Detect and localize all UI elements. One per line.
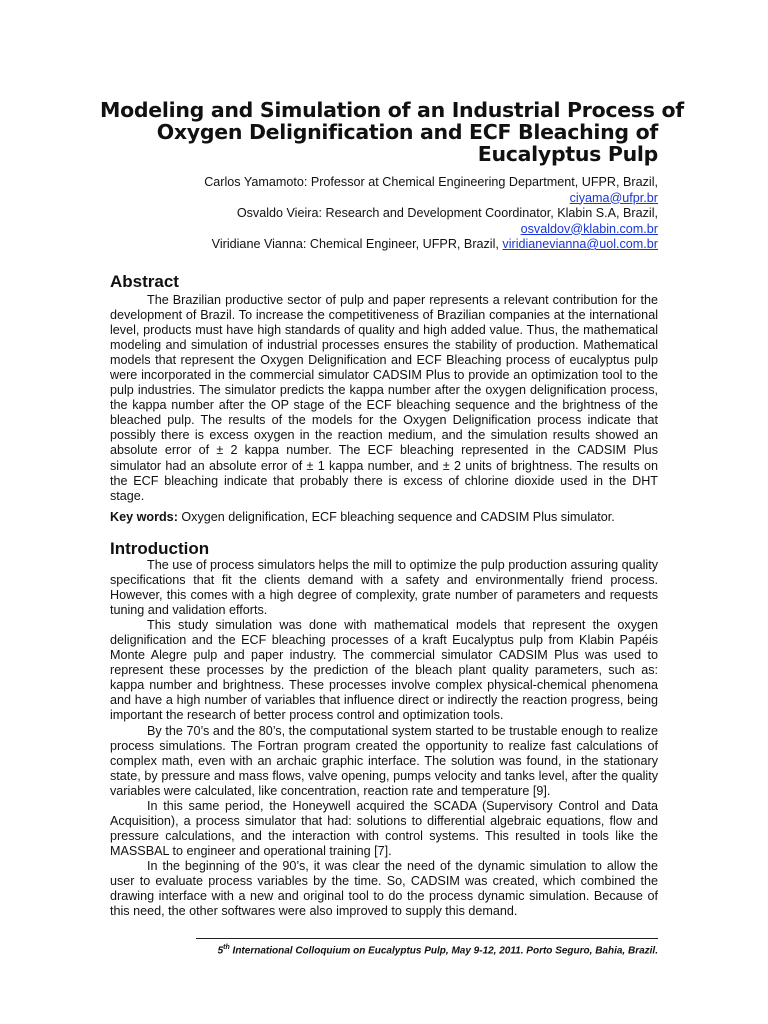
intro-paragraph-4: In this same period, the Honeywell acquired the SCADA (Supervisory Control and Data Acquisition), a process simulator that had: solutions to differential algebraic equations, flow and pressure calculations, and the interaction with control systems. This resulted in tools like the MASSBAL to engineer and operational training [7].: [110, 798, 658, 858]
intro-paragraph-5: In the beginning of the 90’s, it was clear the need of the dynamic simulation to allow the user to evaluate process variables by the time. So, CADSIM was created, which combined the drawing interface with a new and original tool to do the process dynamic simulation. Because of this need, the other softwares were also improved to supply this demand.: [110, 858, 658, 919]
keywords-label: Key words:: [110, 510, 178, 524]
introduction-heading: Introduction: [110, 539, 210, 558]
paper-title: [100, 98, 684, 166]
footer-ordinal: 5: [217, 945, 224, 957]
author-3-affiliation: Viridiane Vianna: Chemical Engineer, UFPR, Brazil,: [211, 237, 503, 251]
abstract-heading: Abstract: [110, 272, 179, 291]
intro-paragraph-3: By the 70’s and the 80’s, the computational system started to be trustable enough to realize process simulations. The Fortran program created the opportunity to realize fast calculations of complex math, even with an archaic graphic interface. The solution was found, in the stationary state, by pressure and mass flows, valve opening, pumps velocity and tanks level, after the quality variables were calculated, like concentration, reaction rate and temperature [9].: [110, 723, 658, 798]
author-1-email-link[interactable]: ciyama@ufpr.br: [569, 190, 658, 205]
author-block: [150, 175, 658, 253]
footer-divider: [196, 938, 658, 939]
intro-paragraph-1: The use of process simulators helps the mill to optimize the pulp production assuring quality specifications that fit the clients demand with a safety and environmentally friend process. However, this comes with a high degree of complexity, grate number of parameters and requests tuning and validation efforts.: [110, 558, 659, 618]
author-3-email-link[interactable]: viridianevianna@uol.com.br: [502, 237, 658, 251]
page-footer: [150, 941, 658, 958]
footer-conference-text: International Colloquium on Eucalyptus Pulp, May 9-12, 2011. Porto Seguro, Bahia, Brazil.: [229, 945, 658, 957]
introduction-body: [110, 558, 658, 919]
keywords-line: [110, 510, 658, 525]
author-2-affiliation: Osvaldo Vieira: Research and Development Coordinator, Klabin S.A, Brazil,: [236, 206, 658, 220]
title-line-1: Modeling and Simulation of an Industrial Process of: [100, 98, 684, 122]
intro-paragraph-2: This study simulation was done with mathematical models that represent the oxygen delignification and the ECF bleaching processes of a kraft Eucalyptus pulp from Klabin Papéis Monte Alegre pulp and paper industry. The commercial simulator CADSIM Plus was used to represent these processes by the prediction of the bleach plant quality parameters, such as: kappa number and brightness. These processes involve complex physical-chemical phenomena and have a high number of variables that influence direct or indirectly the reaction progress, being important the research of better process control and optimization tools.: [110, 618, 658, 723]
author-2-email-link[interactable]: osvaldov@klabin.com.br: [520, 221, 658, 236]
keywords-text: Oxygen delignification, ECF bleaching sequence and CADSIM Plus simulator.: [177, 510, 615, 524]
author-1-affiliation: Carlos Yamamoto: Professor at Chemical Engineering Department, UFPR, Brazil,: [204, 175, 658, 189]
abstract-body: [110, 293, 658, 504]
title-line-3: Eucalyptus Pulp: [477, 142, 658, 166]
footer-ordinal-suffix: th: [223, 944, 230, 951]
title-line-2: Oxygen Delignification and ECF Bleaching of: [156, 120, 658, 144]
abstract-paragraph: The Brazilian productive sector of pulp and paper represents a relevant contribution for the development of Brazil. To increase the competitiveness of Brazilian companies at the international level, products must have high standards of quality and high added value. Thus, the mathematical modeling and simulation of industrial processes ensures the stability of production. Mathematical models that represent the Oxygen Delignification and ECF Bleaching process of eucalyptus pulp were incorporated in the commercial simulator CADSIM Plus to provide an optimization tool to the pulp industries. The simulator predicts the kappa number after the oxygen delignification process, the kappa number after the OP stage of the ECF bleaching sequence and the brightness of the bleached pulp. The results of the models for the Oxygen Delignification process indicate that possibly there is excess oxygen in the reaction medium, and the simulation results showed an absolute error of ± 2 kappa number. The ECF bleaching represented in the CADSIM Plus simulator had an absolute error of ± 1 kappa number, and ± 2 units of brightness. The results on the ECF bleaching indicate that probably there is excess of chlorine dioxide used in the DHT stage.: [110, 293, 658, 503]
